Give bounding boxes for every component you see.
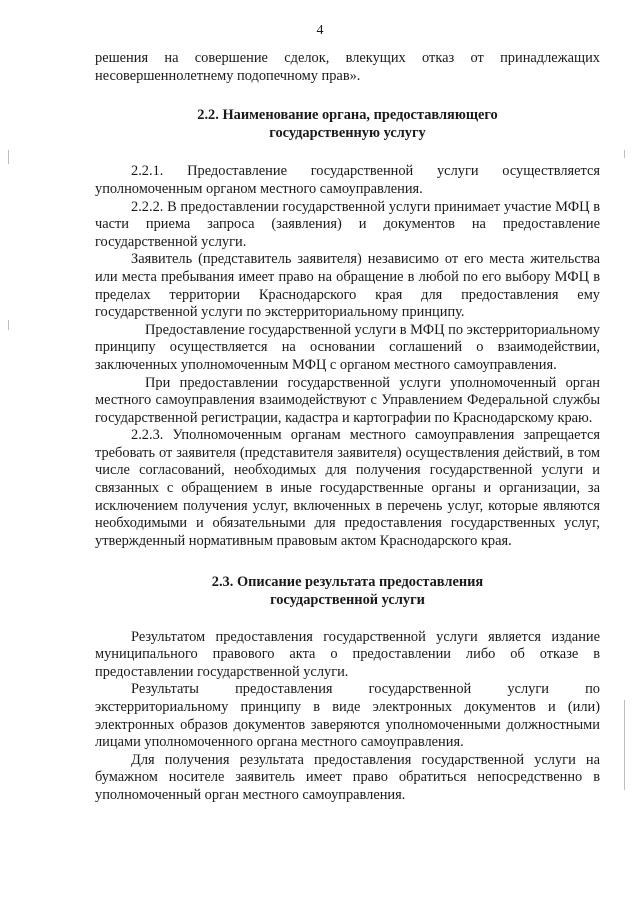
scan-artifact: [8, 320, 9, 330]
section-2-2-title-line-2: государственную услугу: [269, 124, 426, 141]
paragraph-2-2-2: 2.2.2. В предоставлении государственной услуги принимает участие МФЦ в части приема запроса (заявления) и документов на предоставление государственной услуги.: [95, 198, 600, 250]
section-2-3-title-line-2: государственной услуги: [270, 592, 425, 609]
section-2-3-title-line-1: 2.3. Описание результата предоставления: [211, 574, 484, 591]
paragraph-interaction: При предоставлении государственной услуги уполномоченный орган местного самоуправления взаимодействуют с Управлением Федеральной службы государственной регистрации, кадастра и картографии по Краснодарскому краю.: [95, 374, 600, 426]
paragraph-result: Результатом предоставления государственной услуги является издание муниципального правового акта о предоставлении либо об отказе в предоставлении государственной услуги.: [95, 628, 600, 680]
scan-artifact: [624, 150, 625, 158]
paragraph-2-2-1: 2.2.1. Предоставление государственной услуги осуществляется уполномоченным органом местного самоуправления.: [95, 163, 600, 197]
scan-artifact: [8, 150, 9, 164]
paragraph-paper-result: Для получения результата предоставления государственной услуги на бумажном носителе заявитель имеет право обратиться непосредственно в уполномоченный орган местного самоуправления.: [95, 751, 600, 803]
paragraph-applicant-rights: Заявитель (представитель заявителя) независимо от его места жительства или места пребывания имеет право на обращение в любой по его выбору МФЦ в пределах территории Краснодарского края для предоставления ему государственной услуги по экстерриториальному принципу.: [95, 251, 600, 321]
page-number: 4: [316, 23, 324, 38]
paragraph-extraterritorial: Предоставление государственной услуги в МФЦ по экстерриториальному принципу осуществляется на основании соглашений о взаимодействии, заключенных уполномоченным МФЦ с органом местного самоуправления.: [95, 321, 600, 373]
paragraph-electronic-results: Результаты предоставления государственной услуги по экстерриториальному принципу в виде электронных документов и (или) электронных образов документов заверяются уполномоченными должностными лицами уполномоченного органа местного самоуправления.: [95, 681, 600, 751]
section-2-3-title: [95, 574, 600, 609]
section-2-2-title: [95, 107, 600, 142]
document-body: [95, 50, 600, 805]
scan-artifact: [624, 700, 625, 790]
section-2-2-title-line-1: 2.2. Наименование органа, предоставляющего: [197, 107, 498, 124]
intro-paragraph: решения на совершение сделок, влекущих отказ от принадлежащих несовершеннолетнему подопечному прав».: [95, 50, 600, 84]
paragraph-2-2-3: 2.2.3. Уполномоченным органам местного самоуправления запрещается требовать от заявителя (представителя заявителя) осуществления действий, в том числе согласований, необходимых для получения государственной услуги и связанных с обращением в иные государственные органы и организации, за исключением получения услуг, включенных в перечень услуг, которые являются необходимыми и обязательными для предоставления государственных услуг, утвержденный нормативным правовым актом Краснодарского края.: [95, 427, 600, 549]
